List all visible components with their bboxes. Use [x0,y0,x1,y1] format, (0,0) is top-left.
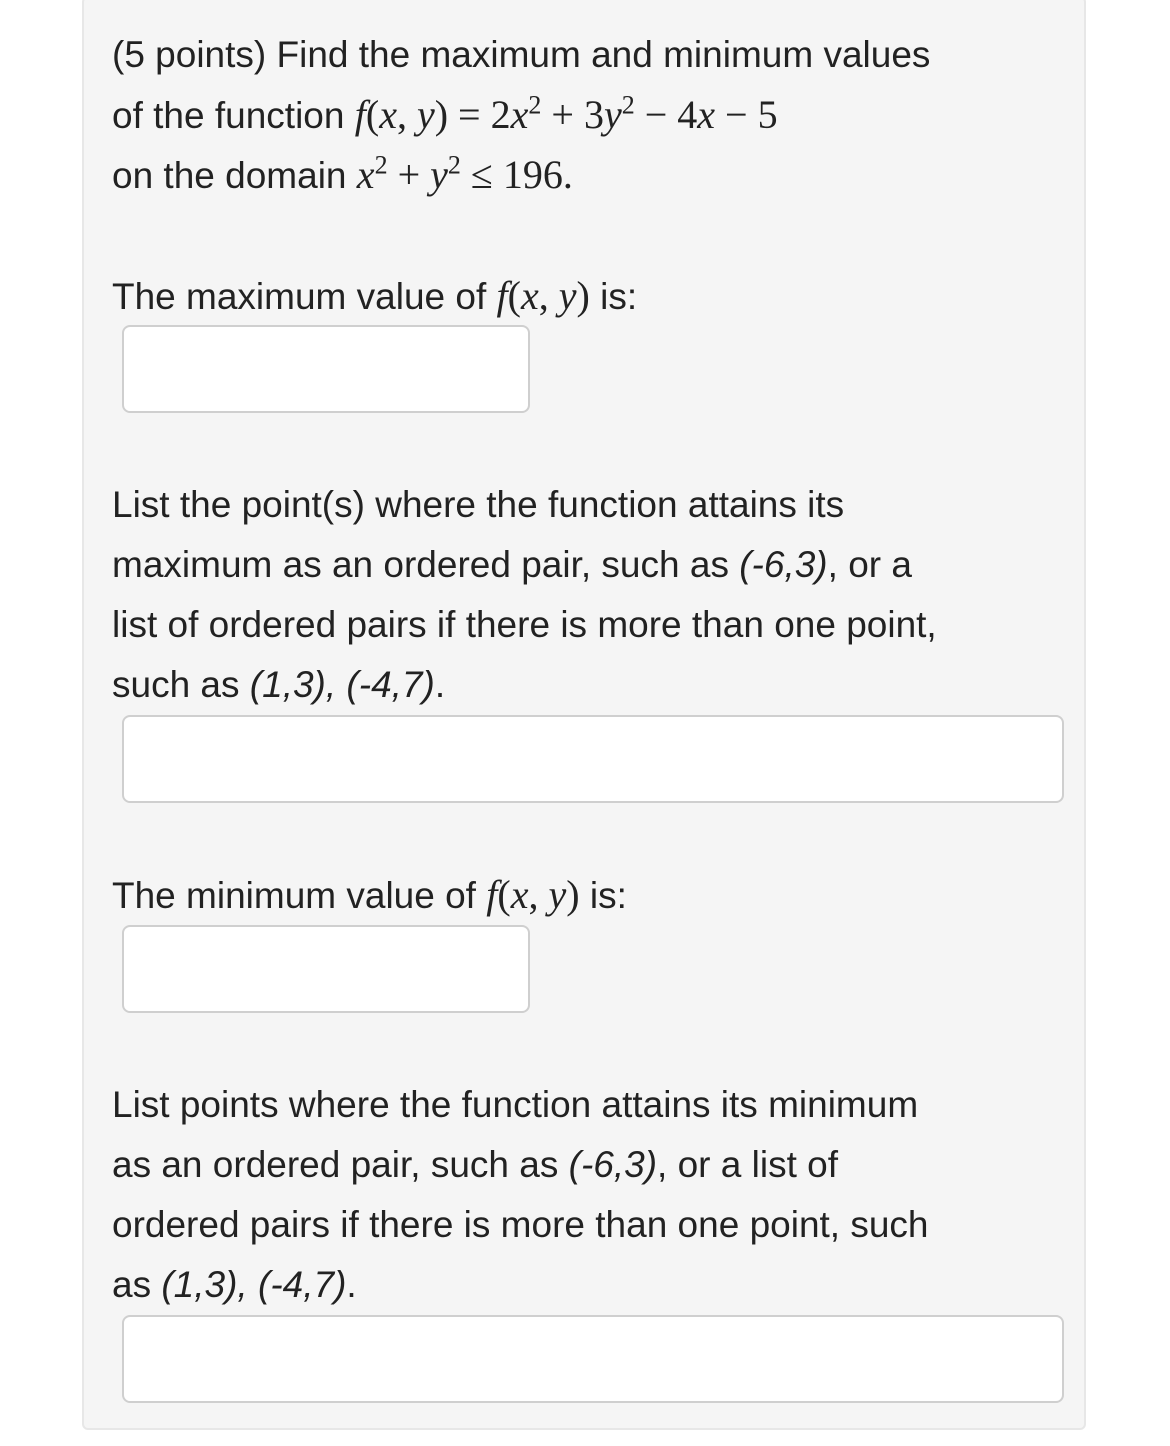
min-value-label: The minimum value of f(x, y) is: [112,872,627,917]
max-fxy: f(x, y) [496,273,590,318]
max-value-input[interactable] [122,325,530,413]
min-value-input[interactable] [122,925,530,1013]
max-points-input[interactable] [122,715,1064,803]
question-intro: (5 points) Find the maximum and minimum values [112,34,931,75]
max-points-line-2: maximum as an ordered pair, such as (-6,3), or a [112,544,912,585]
min-points-line-4: as (1,3), (-4,7). [112,1264,357,1305]
max-points-line-1: List the point(s) where the function attains its [112,484,845,525]
question-domain: on the domain $x^2 + y^2 \le 196$. [112,150,573,197]
min-points-line-3: ordered pairs if there is more than one point, such [112,1204,929,1245]
domain-formula: $x^2 + y^2 \le 196$. [356,150,573,197]
max-points-line-4: such as (1,3), (-4,7). [112,664,446,705]
max-points-line-3: list of ordered pairs if there is more than one point, [112,604,937,645]
max-value-label: The maximum value of f(x, y) is: [112,273,638,318]
question-function: of the function f(x, $y) = 2x^2 + 3y^2 - 4x - 5$ [112,90,778,137]
min-points-line-2: as an ordered pair, such as (-6,3), or a list of [112,1144,838,1185]
function-formula: f(x, $y) = 2x^2 + 3y^2 - 4x - 5$ [354,90,778,137]
min-fxy: f(x, y) [486,872,580,917]
min-points-line-1: List points where the function attains its minimum [112,1084,919,1125]
min-points-input[interactable] [122,1315,1064,1403]
